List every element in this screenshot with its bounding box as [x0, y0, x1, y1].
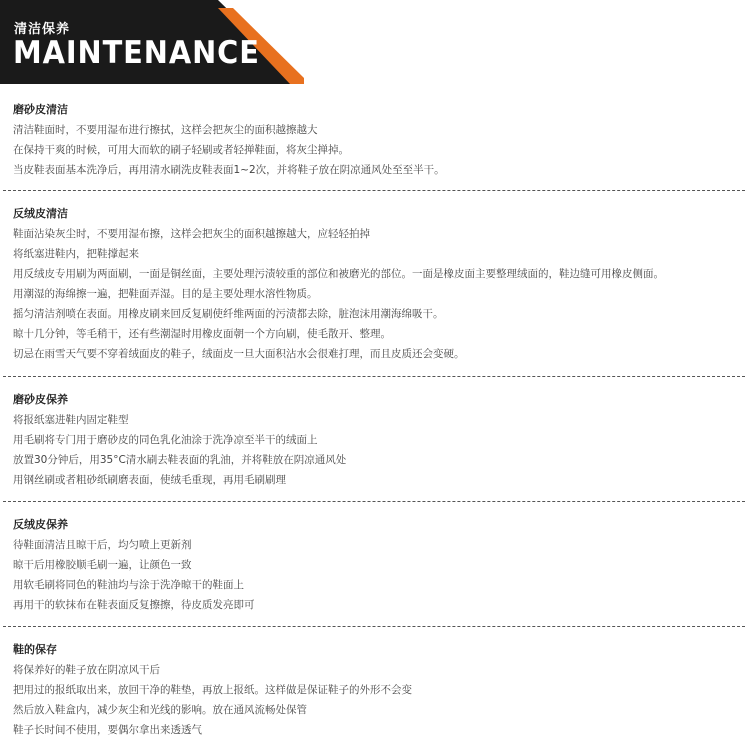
section-nubuck-care — [0, 515, 750, 615]
section-line: 鞋子长时间不使用，要偶尔拿出来透透气 — [13, 724, 202, 736]
section-line: 将保养好的鞋子放在阴凉风干后 — [13, 664, 160, 676]
section-divider — [3, 376, 745, 377]
banner-title-en: MAINTENANCE — [13, 35, 260, 71]
section-line: 用软毛刷将同色的鞋油均与涂于洗净晾干的鞋面上 — [13, 579, 244, 591]
section-line: 待鞋面清洁且晾干后，均匀喷上更新剂 — [13, 539, 192, 551]
section-line: 把用过的报纸取出来，放回干净的鞋垫，再放上报纸。这样做是保证鞋子的外形不会变 — [13, 684, 412, 696]
section-shoe-storage — [0, 640, 750, 740]
section-line: 用潮湿的海绵擦一遍，把鞋面弄湿。目的是主要处理水溶性物质。 — [13, 288, 318, 300]
section-heading: 鞋的保存 — [13, 643, 57, 656]
section-line: 再用干的软抹布在鞋表面反复擦擦，待皮质发亮即可 — [13, 599, 255, 611]
section-heading: 磨砂皮保养 — [13, 393, 68, 406]
section-line: 摇匀清洁剂喷在表面。用橡皮刷来回反复刷使纤维两面的污渍都去除，脏泡沫用潮海绵吸干。 — [13, 308, 444, 320]
section-heading: 反绒皮保养 — [13, 518, 68, 531]
section-line: 将纸塞进鞋内，把鞋撑起来 — [13, 248, 139, 260]
section-line: 将报纸塞进鞋内固定鞋型 — [13, 414, 129, 426]
section-line: 然后放入鞋盒内，减少灰尘和光线的影响。放在通风流畅处保管 — [13, 704, 307, 716]
section-heading: 磨砂皮清洁 — [13, 103, 68, 116]
section-suede-care — [0, 390, 750, 490]
section-line: 鞋面沾染灰尘时，不要用湿布擦，这样会把灰尘的面积越擦越大，应轻轻拍掉 — [13, 228, 370, 240]
section-nubuck-cleaning — [0, 204, 750, 364]
section-line: 晾十几分钟，等毛稍干，还有些潮湿时用橡皮面朝一个方向刷，使毛散开、整理。 — [13, 328, 391, 340]
section-divider — [3, 626, 745, 627]
section-divider — [3, 190, 745, 191]
section-line: 用毛刷将专门用于磨砂皮的同色乳化油涂于洗净凉至半干的绒面上 — [13, 434, 318, 446]
section-line: 用反绒皮专用刷为两面刷，一面是铜丝面，主要处理污渍较重的部位和被磨光的部位。一面是橡皮面主要整理绒面的，鞋边缝可用橡皮侧面。 — [13, 268, 664, 280]
banner-title-cn: 清洁保养 — [14, 22, 71, 37]
section-line: 在保持干爽的时候，可用大而软的刷子轻刷或者轻掸鞋面，将灰尘掸掉。 — [13, 144, 349, 156]
section-line: 用钢丝刷或者粗砂纸刷磨表面，使绒毛重现，再用毛刷刷理 — [13, 474, 286, 486]
section-line: 清洁鞋面时，不要用湿布进行擦拭，这样会把灰尘的面积越擦越大 — [13, 124, 318, 136]
section-line: 放置30分钟后，用35°C清水刷去鞋表面的乳油，并将鞋放在阴凉通风处 — [13, 454, 347, 466]
section-line: 切忌在雨雪天气要不穿着绒面皮的鞋子，绒面皮一旦大面积沾水会很难打理，而且皮质还会变硬。 — [13, 348, 465, 360]
maintenance-banner — [0, 0, 750, 88]
section-line: 晾干后用橡胶顺毛刷一遍，让颜色一致 — [13, 559, 192, 571]
section-line: 当皮鞋表面基本洗净后，再用清水刷洗皮鞋表面1~2次，并将鞋子放在阴凉通风处至至半干。 — [13, 164, 445, 176]
section-divider — [3, 501, 745, 502]
section-suede-cleaning — [0, 100, 750, 179]
maintenance-content — [0, 100, 750, 740]
section-heading: 反绒皮清洁 — [13, 207, 68, 220]
